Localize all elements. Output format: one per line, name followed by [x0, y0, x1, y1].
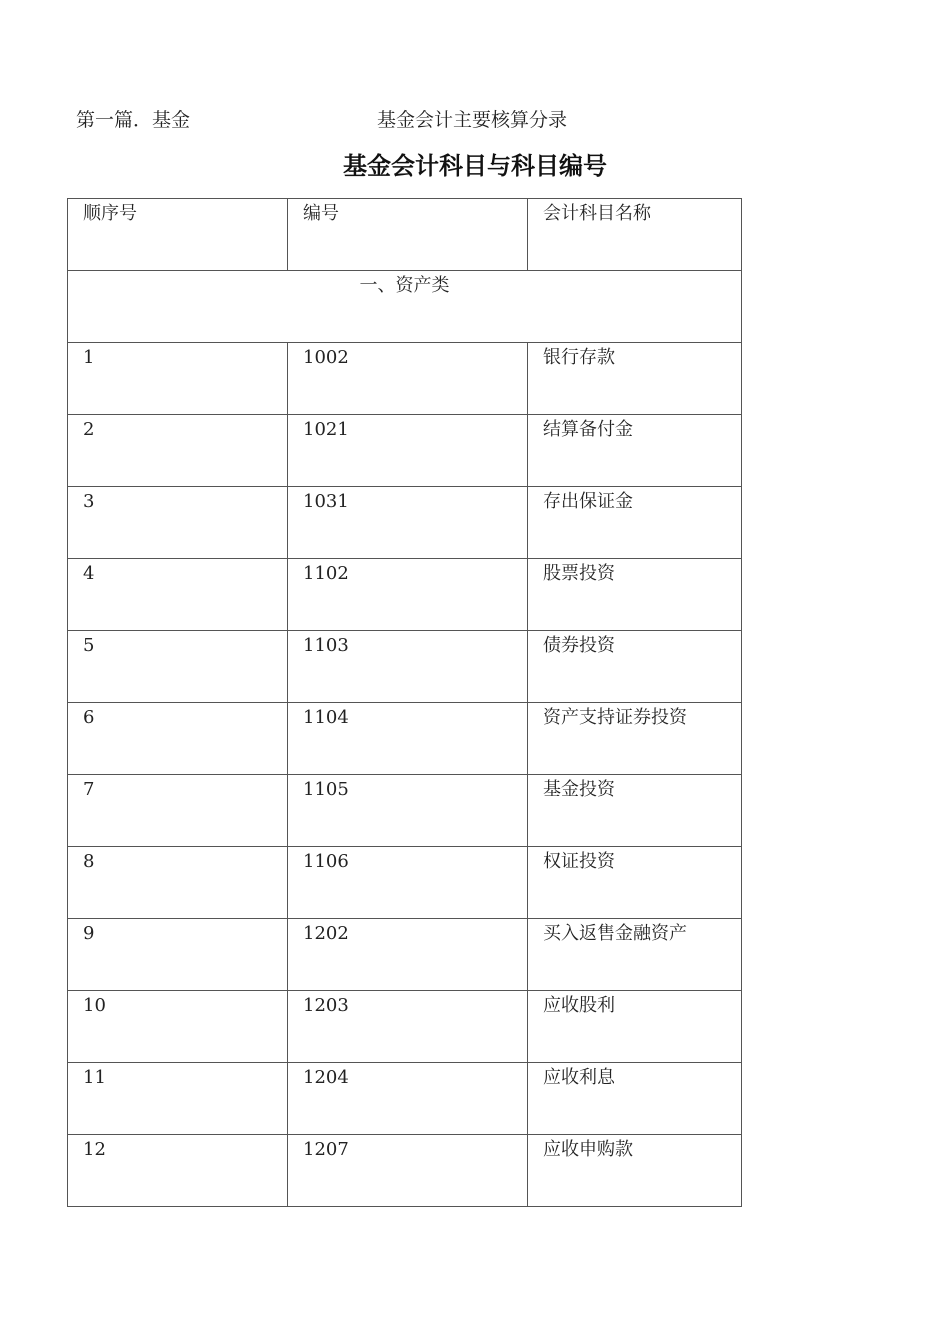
account-name-cell: 资产支持证券投资 — [528, 703, 742, 775]
code-cell: 1105 — [288, 775, 528, 847]
code-cell: 1103 — [288, 631, 528, 703]
table-row — [68, 991, 742, 1063]
account-name-cell: 基金投资 — [528, 775, 742, 847]
table-row — [68, 703, 742, 775]
chapter-label: 第一篇．基金 — [76, 109, 191, 131]
account-name-cell: 存出保证金 — [528, 487, 742, 559]
document-title: 基金会计科目与科目编号 — [343, 152, 607, 180]
seq-cell: 5 — [68, 631, 288, 703]
page-header-title: 基金会计主要核算分录 — [377, 109, 568, 131]
account-name-cell: 应收申购款 — [528, 1135, 742, 1207]
section-heading-assets: 一、资产类 — [68, 271, 742, 343]
account-table — [67, 198, 742, 1207]
table-row — [68, 919, 742, 991]
section-row — [68, 271, 742, 343]
column-header-code: 编号 — [288, 199, 528, 271]
table-row — [68, 415, 742, 487]
code-cell: 1204 — [288, 1063, 528, 1135]
code-cell: 1102 — [288, 559, 528, 631]
code-cell: 1104 — [288, 703, 528, 775]
column-header-seq: 顺序号 — [68, 199, 288, 271]
account-name-cell: 结算备付金 — [528, 415, 742, 487]
account-name-cell: 股票投资 — [528, 559, 742, 631]
table-row — [68, 847, 742, 919]
seq-cell: 1 — [68, 343, 288, 415]
code-cell: 1031 — [288, 487, 528, 559]
table-row — [68, 1135, 742, 1207]
table-row — [68, 631, 742, 703]
seq-cell: 9 — [68, 919, 288, 991]
seq-cell: 4 — [68, 559, 288, 631]
table-row — [68, 343, 742, 415]
account-name-cell: 应收股利 — [528, 991, 742, 1063]
code-cell: 1203 — [288, 991, 528, 1063]
account-name-cell: 债券投资 — [528, 631, 742, 703]
column-header-name: 会计科目名称 — [528, 199, 742, 271]
account-name-cell: 应收利息 — [528, 1063, 742, 1135]
table-row — [68, 487, 742, 559]
account-name-cell: 权证投资 — [528, 847, 742, 919]
table-row — [68, 1063, 742, 1135]
code-cell: 1207 — [288, 1135, 528, 1207]
seq-cell: 10 — [68, 991, 288, 1063]
seq-cell: 11 — [68, 1063, 288, 1135]
table-row — [68, 775, 742, 847]
table-row — [68, 559, 742, 631]
seq-cell: 2 — [68, 415, 288, 487]
seq-cell: 6 — [68, 703, 288, 775]
seq-cell: 12 — [68, 1135, 288, 1207]
seq-cell: 7 — [68, 775, 288, 847]
account-name-cell: 买入返售金融资产 — [528, 919, 742, 991]
code-cell: 1106 — [288, 847, 528, 919]
seq-cell: 3 — [68, 487, 288, 559]
seq-cell: 8 — [68, 847, 288, 919]
code-cell: 1021 — [288, 415, 528, 487]
code-cell: 1202 — [288, 919, 528, 991]
account-name-cell: 银行存款 — [528, 343, 742, 415]
code-cell: 1002 — [288, 343, 528, 415]
table-header-row — [68, 199, 742, 271]
